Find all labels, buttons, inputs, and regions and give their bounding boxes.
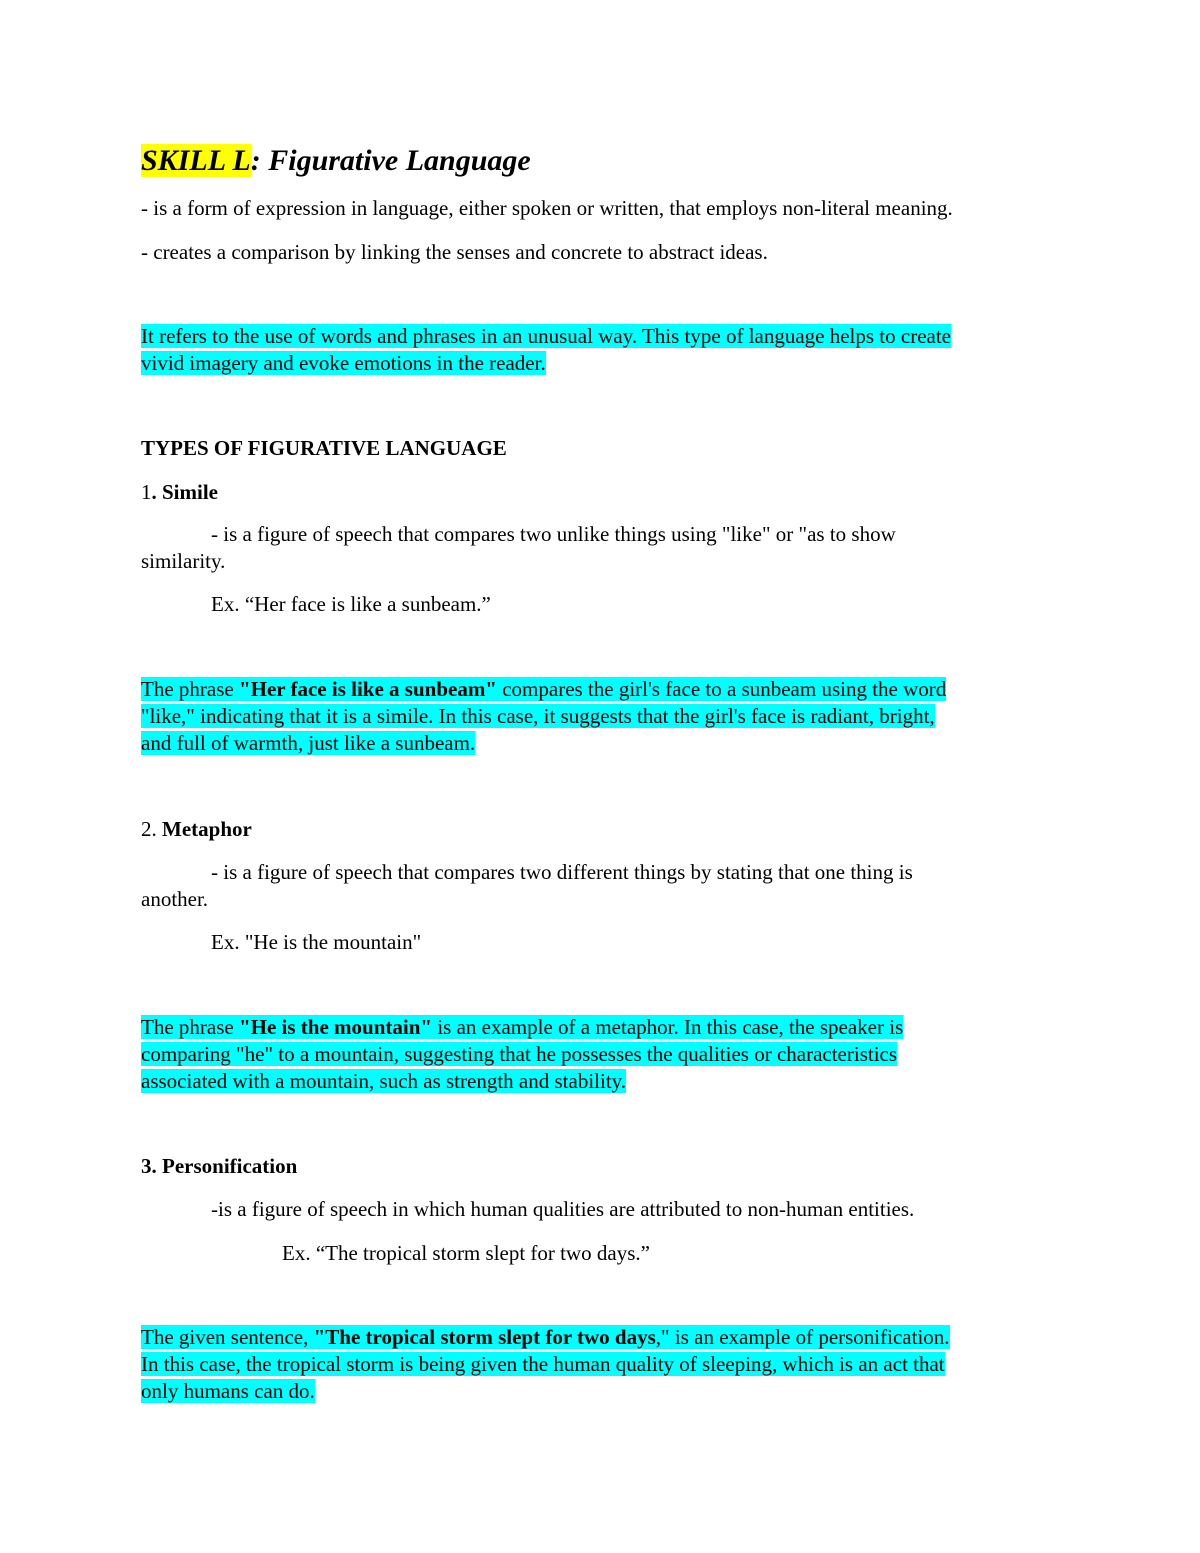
note-text: ," is an example of personification. xyxy=(655,1325,950,1349)
metaphor-note-line-2 xyxy=(141,1041,897,1068)
highlight xyxy=(141,677,946,701)
metaphor-name: Metaphor xyxy=(162,817,252,841)
note-quote: "He is the mountain" xyxy=(238,1015,433,1039)
highlight: In this case, the tropical storm is being given the human quality of sleeping, which is an act that xyxy=(141,1352,945,1376)
metaphor-note-line-1 xyxy=(141,1014,903,1041)
simile-example: Ex. “Her face is like a sunbeam.” xyxy=(211,592,491,616)
note-quote: "The tropical storm slept for two days xyxy=(313,1325,656,1349)
highlight: vivid imagery and evoke emotions in the reader. xyxy=(141,351,546,375)
note-text: is an example of a metaphor. In this case, the speaker is xyxy=(432,1015,904,1039)
metaphor-definition-line-2: another. xyxy=(141,887,209,911)
highlight: associated with a mountain, such as strength and stability. xyxy=(141,1069,627,1093)
simile-definition-line-1: - is a figure of speech that compares two unlike things using "like" or "as to show xyxy=(211,522,896,546)
intro-line-1: - is a form of expression in language, either spoken or written, that employs non-literal meaning. xyxy=(141,196,953,220)
highlight: "like," indicating that it is a simile. In this case, it suggests that the girl's face is radiant, bright, xyxy=(141,704,935,728)
note-quote: "Her face is like a sunbeam" xyxy=(238,677,497,701)
types-heading: TYPES OF FIGURATIVE LANGUAGE xyxy=(141,436,507,460)
metaphor-example: Ex. "He is the mountain" xyxy=(211,930,422,954)
skill-label: SKILL L xyxy=(141,144,251,177)
simile-note-line-3 xyxy=(141,730,475,757)
highlight: comparing "he" to a mountain, suggesting that he possesses the qualities or characteristics xyxy=(141,1042,898,1066)
title-text: : Figurative Language xyxy=(250,144,531,177)
highlight: It refers to the use of words and phrases in an unusual way. This type of language helps to create xyxy=(141,324,952,348)
simile-note-line-1 xyxy=(141,676,946,703)
metaphor-definition-line-1: - is a figure of speech that compares two different things by stating that one thing is xyxy=(211,860,913,884)
simile-heading xyxy=(141,479,218,506)
page-title xyxy=(141,143,531,179)
highlight: only humans can do. xyxy=(141,1379,315,1403)
note-text: The phrase xyxy=(141,677,239,701)
note-text: compares the girl's face to a sunbeam using the word xyxy=(496,677,947,701)
note-text: The given sentence, xyxy=(141,1325,314,1349)
personification-heading: 3. Personification xyxy=(141,1154,298,1178)
simile-name: . Simile xyxy=(151,480,218,504)
highlight: and full of warmth, just like a sunbeam. xyxy=(141,731,476,755)
personification-note-line-1 xyxy=(141,1324,950,1351)
note-text: The phrase xyxy=(141,1015,239,1039)
personification-note-line-2 xyxy=(141,1351,945,1378)
metaphor-note-line-3 xyxy=(141,1068,626,1095)
metaphor-number: 2. xyxy=(141,817,162,841)
simile-number: 1 xyxy=(141,480,152,504)
intro-line-2: - creates a comparison by linking the senses and concrete to abstract ideas. xyxy=(141,240,768,264)
personification-definition: -is a figure of speech in which human qualities are attributed to non-human entities. xyxy=(211,1197,915,1221)
personification-example: Ex. “The tropical storm slept for two days.” xyxy=(282,1241,650,1265)
metaphor-heading xyxy=(141,816,252,843)
highlight xyxy=(141,1325,950,1349)
personification-note-line-3 xyxy=(141,1378,315,1405)
intro-note-line-2 xyxy=(141,350,546,377)
simile-definition-line-2: similarity. xyxy=(141,549,226,573)
highlight xyxy=(141,1015,903,1039)
simile-note-line-2 xyxy=(141,703,935,730)
intro-note-line-1 xyxy=(141,323,951,350)
